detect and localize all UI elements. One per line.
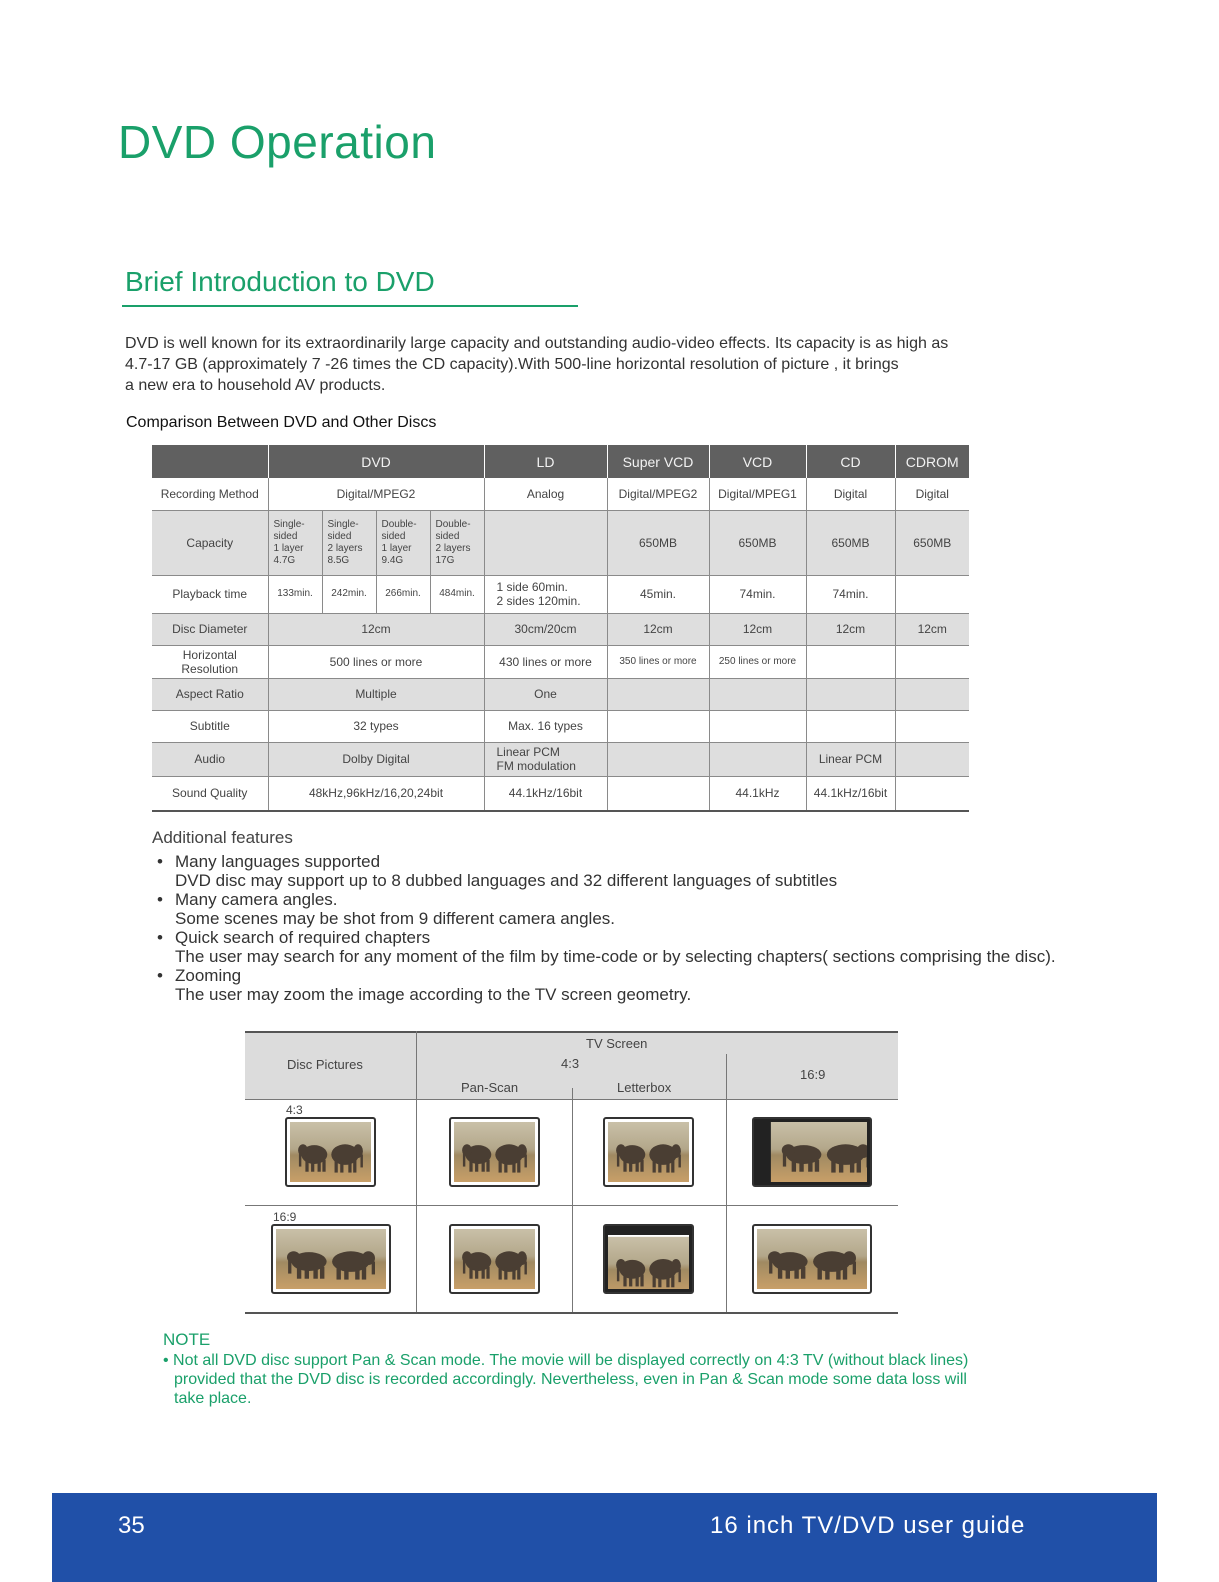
table-cell: Single- sided 1 layer 4.7G [268, 510, 322, 575]
table-cell: 45min. [607, 575, 709, 613]
table-cell: Multiple [268, 678, 484, 710]
table-cell [895, 678, 969, 710]
intro-line: 4.7-17 GB (approximately 7 -26 times the CD capacity).With 500-line horizontal resolution of picture , it brings [125, 356, 899, 373]
header-cell-svcd: Super VCD [607, 445, 709, 478]
note-line: provided that the DVD disc is recorded accordingly. Nevertheless, even in Pan & Scan mode some data loss will [174, 1371, 967, 1388]
table-cell: 74min. [806, 575, 895, 613]
table-cell: 48kHz,96kHz/16,20,24bit [268, 776, 484, 811]
header-cell-ld: LD [484, 445, 607, 478]
table-cell: 12cm [268, 613, 484, 645]
feature-title: Zooming [175, 966, 242, 985]
table-cell: 650MB [895, 510, 969, 575]
table-cell: 44.1kHz/16bit [806, 776, 895, 811]
table-cell: 350 lines or more [607, 645, 709, 678]
elephant-image [449, 1224, 540, 1294]
tv-screen-label: TV Screen [586, 1036, 648, 1051]
table-cell [484, 510, 607, 575]
elephant-image [449, 1117, 540, 1187]
row-label: Aspect Ratio [152, 678, 268, 710]
table-cell: 30cm/20cm [484, 613, 607, 645]
table-cell: Single- sided 2 layers 8.5G [322, 510, 376, 575]
table-cell: 74min. [709, 575, 806, 613]
table-row [152, 678, 969, 710]
table-row [152, 645, 969, 678]
table-cell: 44.1kHz/16bit [484, 776, 607, 811]
table-cell [607, 776, 709, 811]
table-cell: 650MB [607, 510, 709, 575]
note-heading: NOTE [163, 1330, 211, 1349]
table-cell: 242min. [322, 575, 376, 613]
table-cell: Linear PCM FM modulation [484, 742, 607, 776]
pan-scan-label: Pan-Scan [461, 1080, 519, 1095]
feature-title: Many camera angles. [175, 890, 338, 909]
table-header-row [152, 445, 969, 478]
feature-desc: The user may search for any moment of the film by time-code or by selecting chapters( sections comprising the disc). [175, 947, 1056, 966]
table-cell [806, 710, 895, 742]
table-cell: 44.1kHz [709, 776, 806, 811]
row-label: Audio [152, 742, 268, 776]
table-cell [895, 575, 969, 613]
table-cell: 133min. [268, 575, 322, 613]
table-cell: 650MB [806, 510, 895, 575]
table-row [152, 510, 969, 575]
row-label: Sound Quality [152, 776, 268, 811]
page-title: DVD Operation [118, 116, 437, 168]
table-cell [895, 710, 969, 742]
list-item: • Many languages supported DVD disc may support up to 8 dubbed languages and 32 different languages of subtitles [157, 852, 1087, 890]
intro-line: DVD is well known for its extraordinarily large capacity and outstanding audio-video effects. Its capacity is as high as [125, 335, 949, 352]
table-row [152, 478, 969, 510]
disc-pictures-label: Disc Pictures [287, 1057, 363, 1072]
row-label: Recording Method [152, 478, 268, 510]
intro-line: a new era to household AV products. [125, 377, 386, 394]
table-cell: Digital/MPEG2 [268, 478, 484, 510]
table-cell: Max. 16 types [484, 710, 607, 742]
row-label: Capacity [152, 510, 268, 575]
table-row [152, 742, 969, 776]
table-cell: Digital/MPEG1 [709, 478, 806, 510]
table-cell: 12cm [806, 613, 895, 645]
table-cell: Digital [895, 478, 969, 510]
feature-title: Quick search of required chapters [175, 928, 431, 947]
section-title: Brief Introduction to DVD [125, 266, 435, 297]
table-cell: Digital [806, 478, 895, 510]
table-row [152, 710, 969, 742]
elephant-image-wide [752, 1224, 872, 1294]
table-cell: 500 lines or more [268, 645, 484, 678]
table-cell [607, 710, 709, 742]
table-cell [709, 710, 806, 742]
table-row [152, 575, 969, 613]
features-heading: Additional features [152, 828, 293, 847]
letterbox-label: Letterbox [617, 1080, 672, 1095]
table-cell: 12cm [895, 613, 969, 645]
row-43-label: 4:3 [286, 1103, 303, 1117]
features-list [157, 852, 1087, 1004]
note-line: • Not all DVD disc support Pan & Scan mode. The movie will be displayed correctly on 4:3 TV (without black lines) [163, 1352, 969, 1369]
header-cell [152, 445, 268, 478]
list-item: • Many camera angles. Some scenes may be shot from 9 different camera angles. [157, 890, 1087, 928]
table-cell [607, 678, 709, 710]
list-item: • Quick search of required chapters The user may search for any moment of the film by time-code or by selecting chapters( sections comprising the disc). [157, 928, 1087, 966]
footer-title: 16 inch TV/DVD user guide [710, 1512, 1026, 1539]
row-label: Playback time [152, 575, 268, 613]
tv-43-label: 4:3 [561, 1056, 580, 1071]
row-label: Disc Diameter [152, 613, 268, 645]
display-mode-table [245, 1031, 898, 1314]
header-cell-cd: CD [806, 445, 895, 478]
elephant-image [285, 1117, 376, 1187]
table-cell: Double- sided 2 layers 17G [430, 510, 484, 575]
elephant-image [603, 1117, 694, 1187]
table-cell: 250 lines or more [709, 645, 806, 678]
pillarbox-image [752, 1117, 872, 1187]
table-cell [895, 645, 969, 678]
header-cell-cdrom: CDROM [895, 445, 969, 478]
header-cell-vcd: VCD [709, 445, 806, 478]
table-cell: 12cm [607, 613, 709, 645]
table-cell: 1 side 60min. 2 sides 120min. [484, 575, 607, 613]
header-cell-dvd: DVD [268, 445, 484, 478]
table-cell [806, 645, 895, 678]
table-cell: Double- sided 1 layer 9.4G [376, 510, 430, 575]
table-cell: 266min. [376, 575, 430, 613]
table-cell [709, 678, 806, 710]
table-cell: 484min. [430, 575, 484, 613]
page-number: 35 [118, 1512, 145, 1539]
table-cell [806, 678, 895, 710]
table-cell: 12cm [709, 613, 806, 645]
letterbox-image [603, 1224, 694, 1294]
note-line: take place. [174, 1390, 252, 1407]
list-item: • Zooming The user may zoom the image according to the TV screen geometry. [157, 966, 1087, 1004]
table-cell [607, 742, 709, 776]
feature-desc: Some scenes may be shot from 9 different camera angles. [175, 909, 616, 928]
note-text [163, 1351, 1043, 1408]
feature-title: Many languages supported [175, 852, 381, 871]
feature-desc: DVD disc may support up to 8 dubbed languages and 32 different languages of subtitles [175, 871, 838, 890]
table-cell: Analog [484, 478, 607, 510]
table-cell: 430 lines or more [484, 645, 607, 678]
table-cell: 32 types [268, 710, 484, 742]
comparison-heading: Comparison Between DVD and Other Discs [126, 414, 437, 431]
row-label: Horizontal Resolution [152, 645, 268, 678]
intro-paragraph [125, 333, 1025, 396]
table-row [152, 613, 969, 645]
table-cell [709, 742, 806, 776]
table-row [152, 776, 969, 811]
table-cell [895, 742, 969, 776]
table-cell: Linear PCM [806, 742, 895, 776]
table-cell [895, 776, 969, 811]
table-cell: One [484, 678, 607, 710]
table-cell: Digital/MPEG2 [607, 478, 709, 510]
table-cell: 650MB [709, 510, 806, 575]
table-cell: Dolby Digital [268, 742, 484, 776]
elephant-image-wide [271, 1224, 391, 1294]
feature-desc: The user may zoom the image according to the TV screen geometry. [175, 985, 692, 1004]
row-169-label: 16:9 [273, 1210, 297, 1224]
row-label: Subtitle [152, 710, 268, 742]
tv-169-label: 16:9 [800, 1067, 826, 1082]
comparison-table [152, 445, 969, 812]
section-divider [122, 305, 578, 307]
